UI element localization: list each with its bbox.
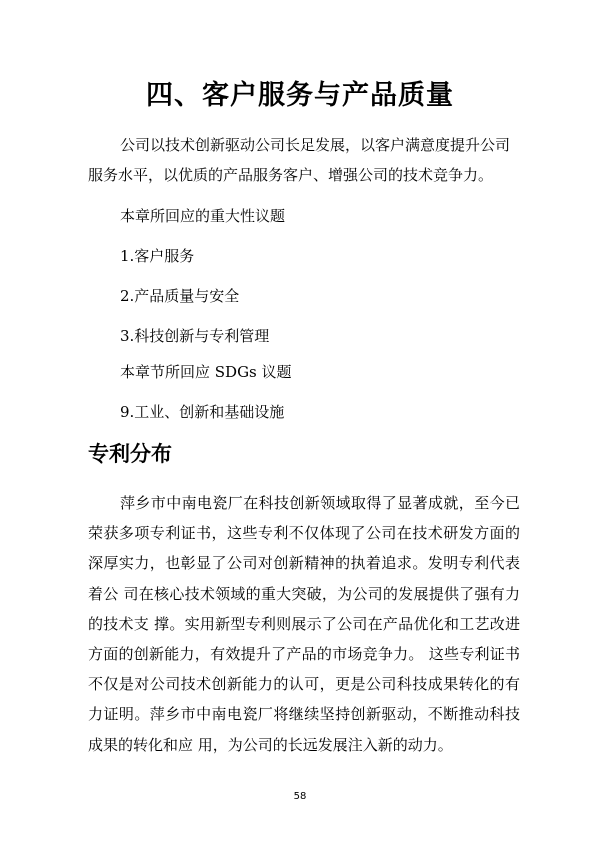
topic-item-customer-service: 1.客户服务 — [120, 247, 195, 265]
chapter-title: 四、客户服务与产品质量 — [146, 80, 454, 111]
sdg-item-industry-innovation: 9.工业、创新和基础设施 — [120, 403, 285, 421]
section-title-patent-distribution: 专利分布 — [88, 442, 172, 466]
page-number: 58 — [293, 791, 307, 802]
topics-heading: 本章所回应的重大性议题 — [120, 207, 286, 225]
sdgs-heading: 本章节所回应 SDGs 议题 — [120, 363, 292, 381]
topic-item-product-quality: 2.产品质量与安全 — [120, 287, 240, 305]
chapter-intro-paragraph: 公司以技术创新驱动公司长足发展，以客户满意度提升公司服务水平，以优质的产品服务客户、增强公司的技术竞争力。 — [88, 136, 511, 184]
topic-item-innovation-patents: 3.科技创新与专利管理 — [120, 327, 270, 345]
patent-distribution-paragraph: 萍乡市中南电瓷厂在科技创新领域取得了显著成就，至今已荣获多项专利证书，这些专利不仅体现了公司在技术研发方面的 深厚实力，也彰显了公司对创新精神的执着追求。发明专利代表着公 司在核心技术领域的重大突破，为公司的发展提供了强有力的技术支 撑。实用新型专利则展示了公司在产品优化和工艺改进方面的创新能力，有效提升了产品的市场竞争力。 这些专利证书不仅是对公司技术创新能力的认可，更是公司科技成果转化的有力证明。萍乡市中南电瓷厂将继续坚持创新驱动，不断推动科技成果的转化和应 用，为公司的长远发展注入新的动力。 — [88, 494, 520, 754]
